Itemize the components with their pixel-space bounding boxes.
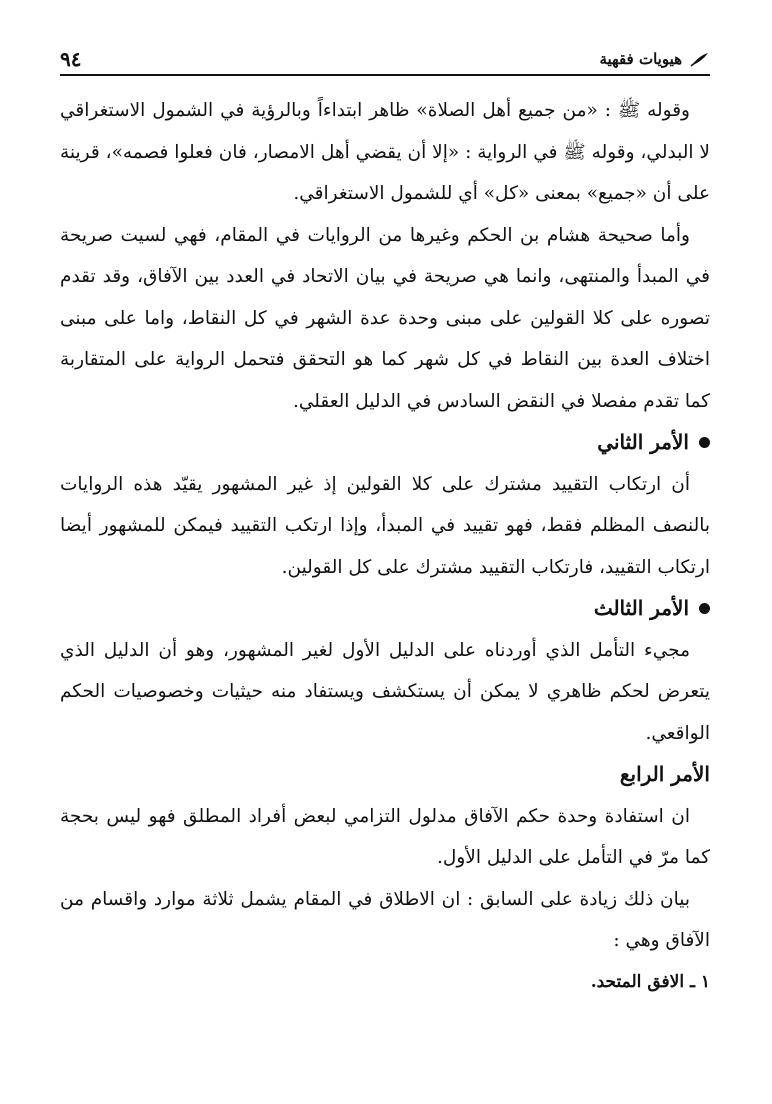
paragraph-2: وأما صحيحة هشام بن الحكم وغيرها من الروايات في المقام، فهي لسيت صريحة في المبدأ والمنتهى، وانما هي صريحة في بيان الاتحاد في العدد بين الآفاق، وقد تقدم تصوره على كلا القولين على مبنى وحدة عدة الشهر في كل النقاط، واما على مبنى اختلاف العدة بين النقاط في كل شهر كما هو التحقق فتحمل الرواية على المتقاربة كما تقدم مفصلا في النقض السادس في الدليل العقلي.	[60, 224, 710, 412]
page-body	[60, 90, 710, 1003]
paragraph-4: مجيء التأمل الذي أوردناه على الدليل الأول لغير المشهور، وهو أن الدليل الذي يتعرض لحكم ظاهري لا يمكن أن يستكشف ويستفاد منه حيثيات وخصوصيات الحكم الواقعي.	[60, 639, 710, 744]
bullet-icon	[699, 437, 710, 448]
heading-third-matter-text: الأمر الثالث	[593, 596, 689, 620]
running-title	[599, 50, 710, 68]
paragraph-6: بيان ذلك زيادة على السابق : ان الاطلاق في المقام يشمل ثلاثة موارد واقسام من الآفاق وهي :	[60, 888, 710, 951]
bullet-icon	[699, 603, 710, 614]
page-number: ٩٤	[60, 47, 82, 71]
heading-third-matter	[60, 588, 710, 630]
heading-fourth-matter-text: الأمر الرابع	[619, 762, 710, 786]
heading-fourth-matter	[60, 754, 710, 796]
running-title-text: هيويات فقهية	[599, 50, 682, 68]
paragraph-3: أن ارتكاب التقييد مشترك على كلا القولين إذ غير المشهور يقيّد هذه الروايات بالنصف المظلم فقط، فهو تقييد في المبدأ، وإذا ارتكب التقييد فيمكن للمشهور أيضا ارتكاب التقييد، فارتكاب التقييد مشترك على كل القولين.	[60, 473, 710, 578]
page-header	[60, 44, 710, 76]
paragraph-5: ان استفادة وحدة حكم الآفاق مدلول التزامي لبعض أفراد المطلق فهو ليس بحجة كما مرّ في التأمل على الدليل الأول.	[60, 805, 710, 868]
heading-second-matter	[60, 422, 710, 464]
list-item-1: ١ ـ الافق المتحد.	[590, 971, 710, 992]
quill-icon	[690, 51, 710, 67]
paragraph-1: وقوله ﷺ : «من جميع أهل الصلاة» ظاهر ابتداءاً وبالرؤية في الشمول الاستغراقي لا البدلي، وقوله ﷺ في الرواية : «إلا أن يقضي أهل الامصار، فان فعلوا فصمه»، قرينة على أن «جميع» بمعنى «كل» أي للشمول الاستغراقي.	[60, 100, 710, 204]
heading-second-matter-text: الأمر الثاني	[597, 430, 689, 454]
